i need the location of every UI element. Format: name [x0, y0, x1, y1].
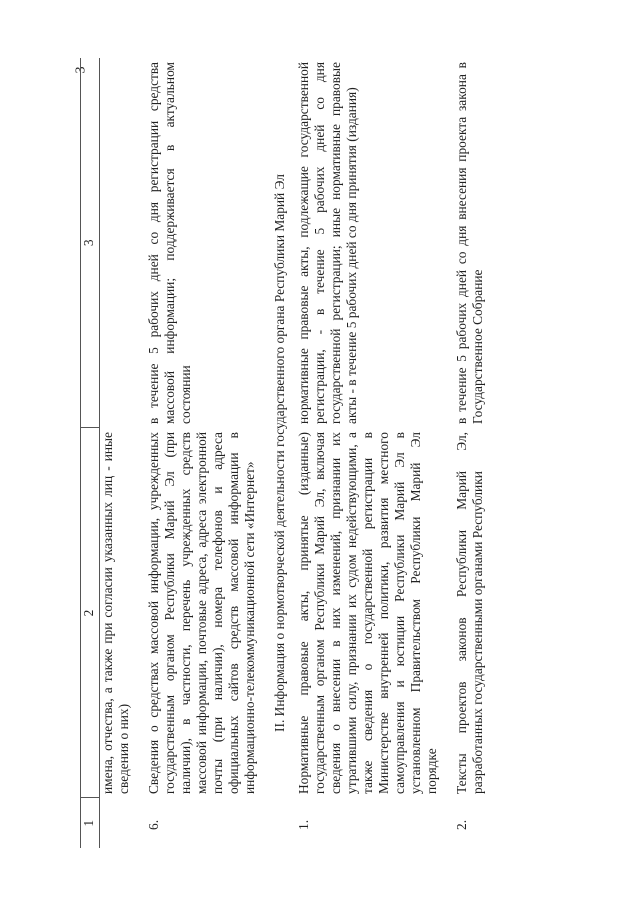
header-col-3: 3 [81, 58, 100, 428]
rotated-document-sheet [80, 58, 639, 848]
table-row [296, 58, 440, 848]
row-number [100, 798, 133, 848]
row-description: Сведения о средствах массовой информации, учрежденных государственным органом Республики Марий Эл (при наличии), в частности, перечень учрежденных средств массовой информации, почтовые адреса, адреса электронной почты (при наличии), номера телефонов и адреса официальных сайтов средств массовой информации в информационно-телекоммуникационной сети «Интернет» [146, 432, 257, 794]
header-col-2: 2 [81, 428, 100, 798]
row-number: 2. [454, 819, 469, 830]
row-description: имена, отчества, а также при согласии указанных лиц - иные сведения о них) [100, 432, 131, 794]
table-row [440, 58, 486, 848]
page-number: 3 [73, 66, 89, 74]
row-description: Нормативные правовые акты, принятые (изданные) государственным органом Республики Марий Эл, включая сведения о внесении в них изменений, признании их утратившими силу, признании их судом недействующими, а также сведения о государственной регистрации в Министерстве внутренней политики, развития местного самоуправления и юстиции Республики Марий Эл в установленном Правительством Республики Марий Эл порядке [296, 432, 439, 794]
table-row [100, 58, 133, 848]
row-deadline: нормативные правовые акты, подлежащие государственной регистрации, - в течение 5 рабочих дней со дня государственной регистрации; иные нормативные правовые акты - в течение 5 рабочих дней со дня принятия (издания) [296, 62, 359, 424]
section-heading-row [258, 58, 296, 848]
table-header-row [81, 58, 100, 848]
row-description: Тексты проектов законов Республики Марий Эл, разработанных государственными органами Республики [454, 432, 485, 794]
table-row [132, 58, 258, 848]
row-number: 1. [296, 819, 311, 830]
row-deadline: в течение 5 рабочих дней со дня регистрации средства массовой информации; поддерживается в актуальном состоянии [146, 62, 193, 424]
information-table [80, 58, 486, 848]
header-col-1: 1 [81, 798, 100, 848]
section-2-title: II. Информация о нормотворческой деятельности государственного органа Республики Марий Эл [272, 174, 287, 732]
row-number: 6. [146, 819, 161, 830]
row-deadline: в течение 5 рабочих дней со дня внесения проекта закона в Государственное Собрание [454, 62, 485, 424]
row-deadline [100, 58, 133, 428]
